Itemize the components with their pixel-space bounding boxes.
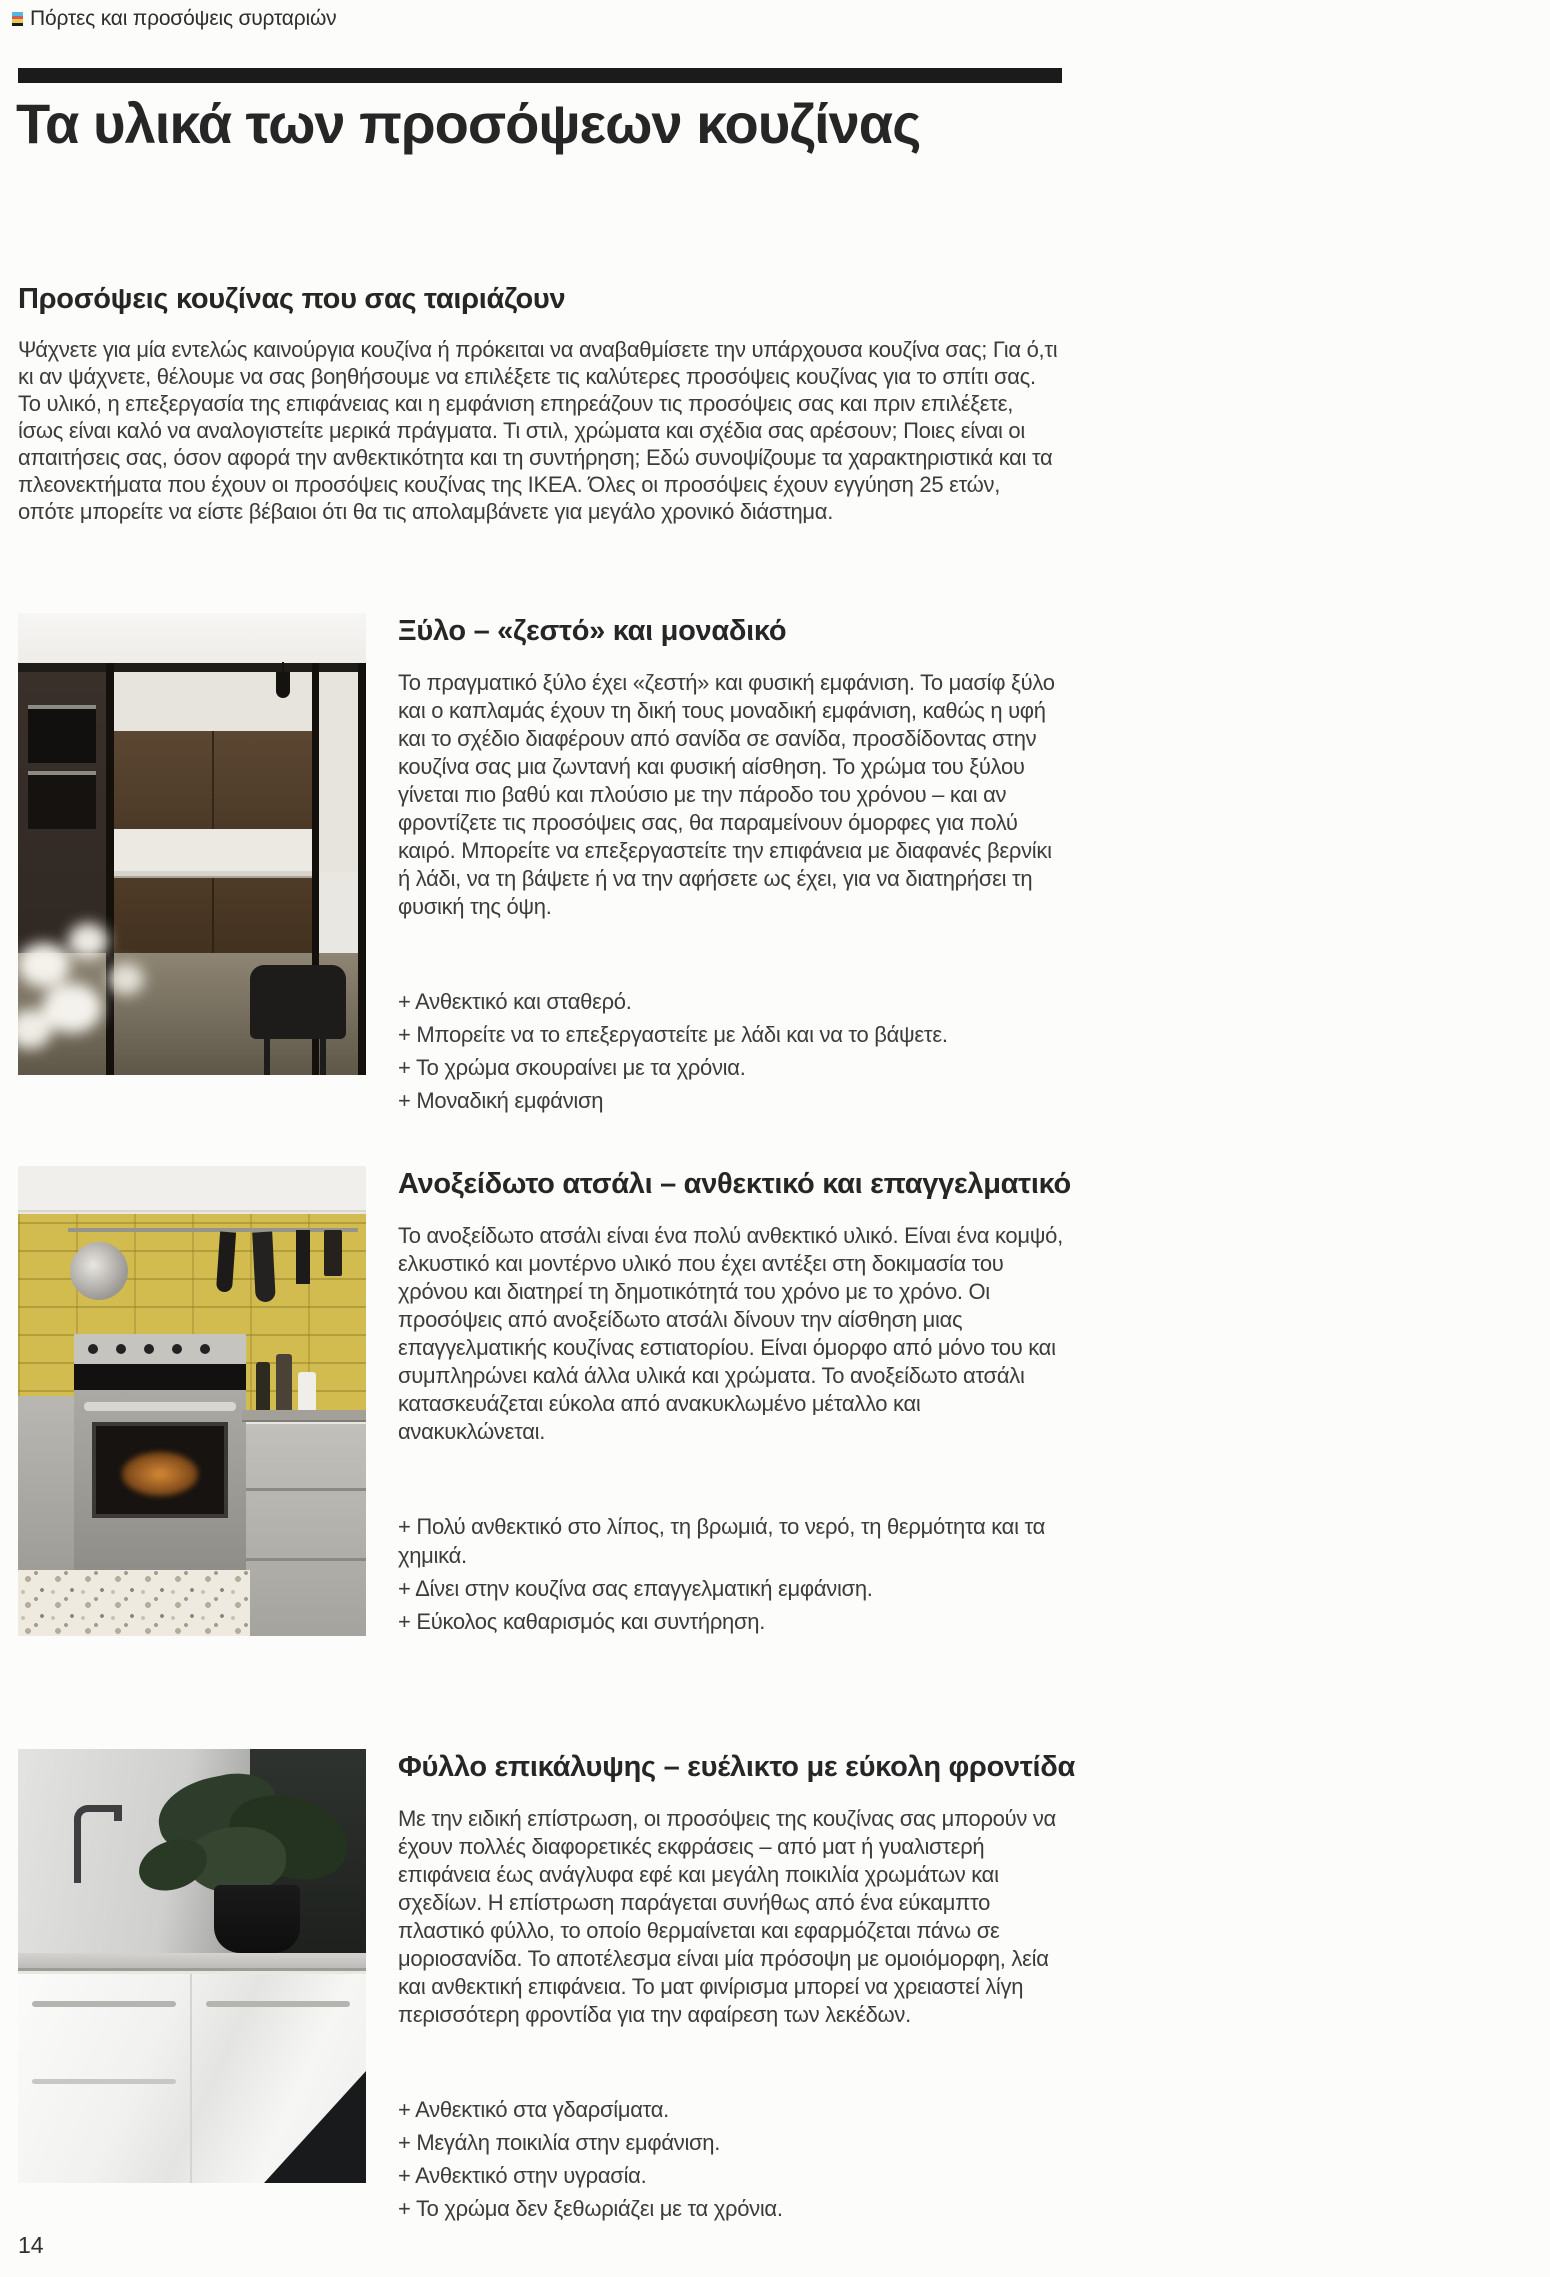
benefit-item: + Μοναδική εμφάνιση	[398, 1088, 604, 1113]
wood-kitchen-photo	[18, 613, 366, 1075]
drawer-seam-shape	[190, 1974, 192, 2183]
section-heading: Ανοξείδωτο ατσάλι – ανθεκτικό και επαγγελματικό	[398, 1168, 1071, 1200]
page-section-label	[12, 7, 336, 31]
benefit-item: + Εύκολος καθαρισμός και συντήρηση.	[398, 1609, 766, 1634]
benefit-list	[398, 1512, 1066, 1636]
benefit-item: + Δίνει στην κουζίνα σας επαγγελματική εμφάνιση.	[398, 1576, 873, 1601]
handle-groove-shape	[206, 2001, 350, 2007]
foil-finish-kitchen-photo	[18, 1749, 366, 2183]
countertop-shape	[114, 871, 314, 878]
benefit-item: + Το χρώμα σκουραίνει με τα χρόνια.	[398, 1055, 746, 1080]
backsplash-shape	[114, 829, 314, 873]
benefit-list	[398, 2095, 1066, 2223]
oven-shape	[28, 771, 96, 829]
section-label-text: Πόρτες και προσόψεις συρταριών	[30, 7, 337, 30]
material-section-foil	[18, 1749, 1076, 2227]
section-content	[398, 1166, 1071, 1640]
cooktop-shape	[74, 1364, 246, 1390]
benefit-item: + Μπορείτε να το επεξεργαστείτε με λάδι και να το βάψετε.	[398, 1022, 948, 1047]
page-number: 14	[18, 2232, 44, 2258]
range-control-panel-shape	[74, 1334, 246, 1364]
bottle-shape	[276, 1354, 292, 1414]
handle-groove-shape	[32, 2079, 176, 2084]
benefit-item: + Ανθεκτικό στην υγρασία.	[398, 2163, 647, 2188]
color-registration-icon	[12, 12, 23, 26]
section-heading: Φύλλο επικάλυψης – ευέλικτο με εύκολη φροντίδα	[398, 1751, 1076, 1783]
section-body: Το πραγματικό ξύλο έχει «ζεστή» και φυσική εμφάνιση. Το μασίφ ξύλο και ο καπλαμάς έχουν τη δική τους μοναδική εμφάνιση, καθώς η υφή και το σχέδιο διαφέρουν από σανίδα σε σανίδα, προσδίδοντας στην κουζίνα σας μια ζωντανή και φυσική αίσθηση. Το χρώμα του ξύλου γίνεται πιο βαθύ και πλούσιο με την πάροδο του χρόνου – και αν φροντίζετε τις προσόψεις σας, θα παραμείνουν όμορφες για πολύ καιρό. Μπορείτε να επεξεργαστείτε την επιφάνεια με διαφανές βερνίκι ή λάδι, να τη βάψετε ή να την αφήσετε ως έχει, για να διατηρήσει τη φυσική της όψη.	[398, 670, 1055, 919]
pendant-lamp-shape	[276, 672, 290, 698]
title-rule-bar	[18, 68, 1062, 83]
steel-drawers-shape	[246, 1424, 366, 1636]
wall-tiles-shape	[18, 1166, 366, 1212]
utensil-shape	[296, 1230, 310, 1284]
section-body: Το ανοξείδωτο ατσάλι είναι ένα πολύ ανθεκτικό υλικό. Είναι ένα κομψό, ελκυστικό και μοντέρνο υλικό που έχει αντέξει στη δοκιμασία του χρόνου και διατηρεί τη δημοτικότητά του χρόνο με το χρόνο. Οι προσόψεις από ανοξείδωτο ατσάλι δίνουν την αίσθηση μιας επαγγελματικής κουζίνας εστιατορίου. Είναι όμορφο από μόνο του και συμπληρώνει καλά άλλα υλικά και χρώματα. Το ανοξείδωτο ατσάλι κατασκευάζεται εύκολα από ανακυκλωμένο μέταλλο και ανακυκλώνεται.	[398, 1223, 1063, 1444]
pot-lid-shape	[70, 1242, 128, 1300]
steel-cabinet-shape	[18, 1396, 74, 1574]
benefit-item: + Ανθεκτικό και σταθερό.	[398, 989, 632, 1014]
intro-heading: Προσόψεις κουζίνας που σας ταιριάζουν	[18, 283, 566, 315]
section-body: Με την ειδική επίστρωση, οι προσόψεις της κουζίνας σας μπορούν να έχουν πολλές διαφορετικές εκφράσεις – από ματ ή γυαλιστερή επιφάνεια έως ανάγλυφα εφέ και μεγάλη ποικιλία χρωμάτων και σχεδίων. Η επίστρωση παράγεται συνήθως από ένα εύκαμπτο πλαστικό φύλλο, το οποίο θερμαίνεται και εφαρμόζεται πάνω σε μοριοσανίδα. Το αποτέλεσμα είναι μία πρόσοψη με ομοιόμορφη, λεία και ανθεκτική επιφάνεια. Το ματ φινίρισμα μπορεί να χρειαστεί λίγη περισσότερη φροντίδα για την αφαίρεση των λεκέδων.	[398, 1806, 1056, 2027]
oven-handle-shape	[84, 1402, 236, 1411]
oven-glow-shape	[122, 1452, 198, 1496]
glass-frame-post-shape	[358, 663, 366, 1075]
material-section-wood	[18, 613, 1066, 1119]
benefit-item: + Το χρώμα δεν ξεθωριάζει με τα χρόνια.	[398, 2196, 783, 2221]
countertop-shape	[242, 1410, 366, 1422]
handle-groove-shape	[32, 2001, 176, 2007]
faucet-shape	[74, 1805, 120, 1883]
section-content	[398, 613, 1066, 1119]
benefit-item: + Πολύ ανθεκτικό στο λίπος, τη βρωμιά, το νερό, τη θερμότητα και τα χημικά.	[398, 1514, 1046, 1568]
terrazzo-floor-shape	[18, 1570, 250, 1636]
countertop-shape	[18, 1953, 366, 1971]
utensil-shape	[252, 1232, 276, 1303]
section-content	[398, 1749, 1076, 2227]
flowers-shape	[18, 913, 198, 1075]
material-section-steel	[18, 1166, 1071, 1640]
benefit-item: + Ανθεκτικό στα γδαρσίματα.	[398, 2097, 669, 2122]
section-heading: Ξύλο – «ζεστό» και μοναδικό	[398, 615, 787, 647]
intro-body: Ψάχνετε για μία εντελώς καινούργια κουζίνα ή πρόκειται να αναβαθμίσετε την υπάρχουσα κουζίνα σας; Για ό,τι κι αν ψάχνετε, θέλουμε να σας βοηθήσουμε να επιλέξετε τις καλύτερες προσόψεις κουζίνας για το σπίτι σας. Το υλικό, η επεξεργασία της επιφάνειας και η εμφάνιση επηρεάζουν τις προσόψεις σας και πριν επιλέξετε, ίσως είναι καλό να αναλογιστείτε μερικά πράγματα. Τι στιλ, χρώματα και σχέδια σας αρέσουν; Ποιες είναι οι απαιτήσεις σας, όσον αφορά την ανθεκτικότητα και τη συντήρηση; Εδώ συνοψίζουμε τα χαρακτηριστικά και τα πλεονεκτήματα που έχουν οι προσόψεις κουζίνας της IKEA. Όλες οι προσόψεις έχουν εγγύηση 25 ετών, οπότε μπορείτε να είστε βέβαιοι ότι θα τις απολαμβάνετε για μεγάλο χρονικό διάστημα.	[18, 337, 1058, 524]
page-title: Τα υλικά των προσόψεων κουζίνας	[16, 92, 921, 155]
chair-shape	[250, 965, 346, 1039]
wall-cabinets-shape	[114, 731, 314, 829]
utensil-rail-shape	[68, 1228, 358, 1232]
oven-shape	[28, 705, 96, 763]
bottle-shape	[256, 1362, 270, 1414]
jar-shape	[298, 1372, 316, 1414]
intro-section	[18, 282, 1060, 525]
stainless-steel-kitchen-photo	[18, 1166, 366, 1636]
benefit-item: + Μεγάλη ποικιλία στην εμφάνιση.	[398, 2130, 721, 2155]
benefit-list	[398, 987, 1066, 1115]
utensil-shape	[324, 1230, 342, 1276]
plant-pot-shape	[214, 1885, 300, 1953]
